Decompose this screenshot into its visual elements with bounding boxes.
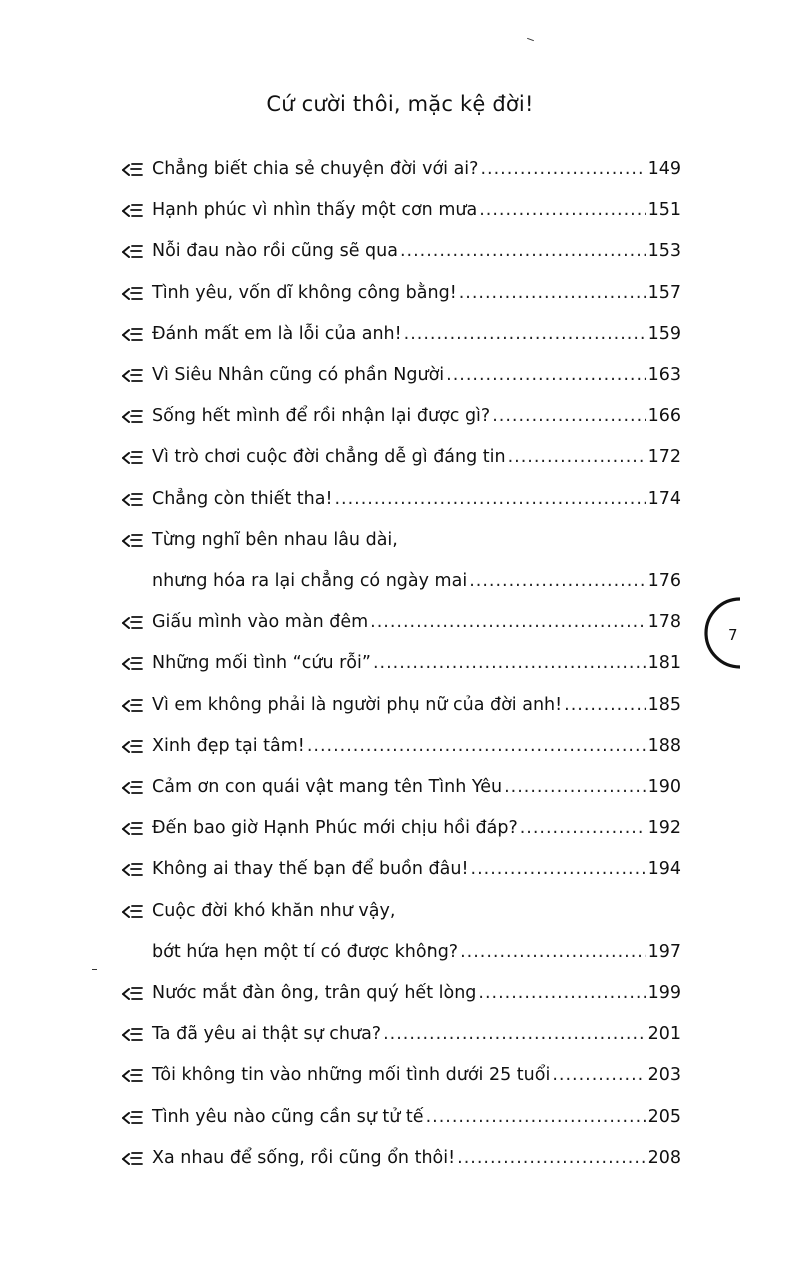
sparkle-bullet-icon <box>120 159 144 181</box>
toc-entry-title: Cuộc đời khó khăn như vậy, <box>152 900 396 921</box>
toc-entry-title: Chẳng biết chia sẻ chuyện đời với ai? <box>152 159 479 179</box>
toc-page-number: 163 <box>647 365 681 385</box>
toc-page-number: 190 <box>647 777 681 797</box>
dot-leader <box>492 403 645 429</box>
toc-entry-title: Nước mắt đàn ông, trân quý hết lòng <box>152 983 477 1003</box>
toc-entry <box>152 403 681 429</box>
toc-page-number: 197 <box>647 941 681 962</box>
sparkle-bullet-icon <box>120 612 144 634</box>
toc-entry <box>152 156 681 182</box>
toc-entry <box>152 280 681 306</box>
toc-page-number: 178 <box>647 612 681 633</box>
dot-leader <box>373 650 646 676</box>
dot-leader <box>564 692 645 718</box>
toc-page-number: 166 <box>647 406 681 427</box>
toc-page-number: 151 <box>647 200 681 221</box>
sparkle-bullet-icon <box>120 1148 144 1170</box>
dot-leader <box>504 774 646 800</box>
toc-entry <box>152 856 681 882</box>
toc-entry-title: Chẳng còn thiết tha! <box>152 488 333 509</box>
toc-entry <box>152 197 681 223</box>
sparkle-bullet-icon <box>120 777 144 799</box>
toc-entry-title: nhưng hóa ra lại chẳng có ngày mai <box>152 571 468 591</box>
toc-entry-continued <box>152 898 681 924</box>
dot-leader <box>471 856 646 882</box>
dot-leader <box>459 280 646 306</box>
toc-page-number: 188 <box>647 735 681 756</box>
toc-entry <box>152 774 681 800</box>
toc-entry <box>152 1021 681 1047</box>
dot-leader <box>370 609 645 635</box>
toc-page-number: 181 <box>647 653 681 674</box>
sparkle-bullet-icon <box>120 983 144 1005</box>
toc-entry <box>152 362 681 388</box>
dot-leader <box>479 197 645 223</box>
sparkle-bullet-icon <box>120 901 144 923</box>
toc-entry-title: Những mối tình “cứu rỗi” <box>152 653 371 674</box>
toc-entry-title: Tình yêu, vốn dĩ không công bằng! <box>152 282 457 303</box>
dot-leader <box>457 1145 645 1171</box>
toc-entry <box>152 692 681 718</box>
toc-entry-title: Giấu mình vào màn đêm <box>152 612 369 633</box>
toc-entry-title: bớt hứa hẹn một tí có được không? <box>152 941 459 962</box>
toc-entry-title: Tôi không tin vào những mối tình dưới 25 tuổi <box>152 1065 551 1086</box>
dot-leader <box>426 1104 646 1130</box>
toc-entry-title: Cảm ơn con quái vật mang tên Tình Yêu <box>152 777 503 797</box>
toc-page-number: 185 <box>647 694 681 715</box>
toc-entry <box>152 980 681 1006</box>
sparkle-bullet-icon <box>120 736 144 758</box>
dot-leader <box>460 939 646 965</box>
toc-entry-title: Xinh đẹp tại tâm! <box>152 735 305 756</box>
dot-leader <box>404 321 646 347</box>
toc-page-number: 203 <box>647 1065 681 1086</box>
dot-leader <box>469 568 645 594</box>
dot-leader <box>307 733 646 759</box>
toc-page-number: 199 <box>647 983 681 1003</box>
toc-entry <box>152 486 681 512</box>
dot-leader <box>383 1021 646 1047</box>
sparkle-bullet-icon <box>120 1065 144 1087</box>
toc-page-number: 176 <box>647 571 681 591</box>
toc-page-number: 192 <box>647 818 681 839</box>
sparkle-bullet-icon <box>120 283 144 305</box>
sparkle-bullet-icon <box>120 818 144 840</box>
toc-page-number: 153 <box>647 241 681 262</box>
sparkle-bullet-icon <box>120 653 144 675</box>
dot-leader <box>552 1062 645 1088</box>
toc-entry-title: Đến bao giờ Hạnh Phúc mới chịu hồi đáp? <box>152 818 518 839</box>
sparkle-bullet-icon <box>120 200 144 222</box>
toc-page-number: 159 <box>647 323 681 344</box>
toc-page-number: 149 <box>647 159 681 179</box>
toc-page-number: 205 <box>647 1106 681 1127</box>
toc-page-number: 157 <box>647 282 681 303</box>
dot-leader <box>400 238 646 264</box>
dot-leader <box>334 486 645 512</box>
sparkle-bullet-icon <box>120 695 144 717</box>
chapter-tab-arc <box>704 597 784 669</box>
toc-entry <box>152 568 681 594</box>
toc-entry-title: Vì em không phải là người phụ nữ của đời anh! <box>152 694 563 715</box>
toc-page-number: 194 <box>647 859 681 880</box>
sparkle-bullet-icon <box>120 406 144 428</box>
toc-entry-title: Hạnh phúc vì nhìn thấy một cơn mưa <box>152 200 478 221</box>
toc-entry-title: Từng nghĩ bên nhau lâu dài, <box>152 529 398 550</box>
toc-entry <box>152 1062 681 1088</box>
toc-entry-continued <box>152 527 681 553</box>
toc-entry <box>152 650 681 676</box>
toc-entry <box>152 733 681 759</box>
page-number-tab: 7 <box>728 626 738 644</box>
toc-page-number: 201 <box>647 1024 681 1045</box>
toc-entry-title: Nỗi đau nào rồi cũng sẽ qua <box>152 241 398 262</box>
sparkle-bullet-icon <box>120 365 144 387</box>
toc-page-number: 172 <box>647 447 681 468</box>
toc-entry-title: Đánh mất em là lỗi của anh! <box>152 323 402 344</box>
toc-page-number: 208 <box>647 1147 681 1168</box>
dot-leader <box>508 444 646 470</box>
dot-leader <box>478 980 645 1006</box>
sparkle-bullet-icon <box>120 1024 144 1046</box>
toc-entry <box>152 939 681 965</box>
sparkle-bullet-icon <box>120 1107 144 1129</box>
toc-entry-title: Xa nhau để sống, rồi cũng ổn thôi! <box>152 1147 456 1168</box>
sparkle-bullet-icon <box>120 530 144 552</box>
toc-entry-title: Ta đã yêu ai thật sự chưa? <box>152 1024 382 1045</box>
toc-page-number: 174 <box>647 488 681 509</box>
dot-leader <box>446 362 645 388</box>
section-title: Cứ cười thôi, mặc kệ đời! <box>266 92 534 116</box>
toc-entry-title: Sống hết mình để rồi nhận lại được gì? <box>152 406 491 427</box>
toc-entry <box>152 609 681 635</box>
sparkle-bullet-icon <box>120 241 144 263</box>
sparkle-bullet-icon <box>120 324 144 346</box>
toc-entry <box>152 815 681 841</box>
dot-leader <box>480 156 645 182</box>
toc-entry <box>152 238 681 264</box>
toc-entry-title: Tình yêu nào cũng cần sự tử tế <box>152 1106 424 1127</box>
sparkle-bullet-icon <box>120 859 144 881</box>
toc-entry <box>152 1104 681 1130</box>
dot-leader <box>520 815 646 841</box>
toc-entry-title: Không ai thay thế bạn để buồn đâu! <box>152 859 469 880</box>
toc-entry-title: Vì trò chơi cuộc đời chẳng dễ gì đáng tin <box>152 447 506 468</box>
toc-entry-title: Vì Siêu Nhân cũng có phần Người <box>152 365 445 385</box>
toc-entry <box>152 321 681 347</box>
toc-entry <box>152 444 681 470</box>
sparkle-bullet-icon <box>120 447 144 469</box>
toc-entry <box>152 1145 681 1171</box>
sparkle-bullet-icon <box>120 489 144 511</box>
